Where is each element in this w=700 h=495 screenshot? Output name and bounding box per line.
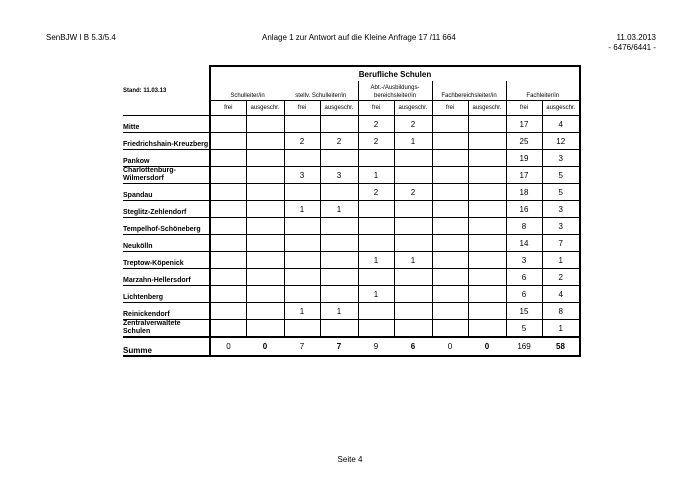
value-cell [246, 133, 284, 150]
sum-cell: 7 [320, 337, 358, 356]
table-row [123, 201, 580, 218]
district-label: Charlottenburg-Wilmersdorf [123, 167, 210, 184]
value-cell: 1 [284, 201, 320, 218]
sum-cell: 0 [210, 337, 246, 356]
value-cell [468, 235, 506, 252]
value-cell: 1 [320, 201, 358, 218]
value-cell [358, 303, 394, 320]
value-cell: 7 [542, 235, 580, 252]
value-cell [246, 218, 284, 235]
value-cell: 15 [506, 303, 542, 320]
value-cell [432, 252, 468, 269]
value-cell: 1 [358, 286, 394, 303]
value-cell: 1 [320, 303, 358, 320]
value-cell [394, 286, 432, 303]
value-cell: 12 [542, 133, 580, 150]
value-cell [358, 320, 394, 338]
doc-number: - 6476/6441 - [608, 43, 656, 52]
value-cell: 1 [284, 303, 320, 320]
ausgeschr-header: ausgeschr. [246, 101, 284, 116]
table-row [123, 184, 580, 201]
value-cell [246, 150, 284, 167]
value-cell: 2 [358, 184, 394, 201]
value-cell [468, 269, 506, 286]
value-cell: 2 [358, 116, 394, 133]
value-cell [432, 133, 468, 150]
value-cell [432, 303, 468, 320]
value-cell [320, 235, 358, 252]
ausgeschr-header: ausgeschr. [468, 101, 506, 116]
value-cell [394, 167, 432, 184]
group-header: Fachleiter/in [506, 81, 580, 101]
value-cell [394, 235, 432, 252]
value-cell [210, 184, 246, 201]
value-cell: 2 [394, 116, 432, 133]
value-cell [320, 150, 358, 167]
value-cell [284, 235, 320, 252]
page-number: Seite 4 [337, 455, 363, 464]
value-cell [432, 269, 468, 286]
value-cell: 5 [506, 320, 542, 338]
value-cell [284, 218, 320, 235]
value-cell [468, 133, 506, 150]
value-cell [468, 201, 506, 218]
value-cell [210, 133, 246, 150]
value-cell [432, 150, 468, 167]
value-cell [246, 116, 284, 133]
district-label: Tempelhof-Schöneberg [123, 218, 210, 235]
value-cell [394, 320, 432, 338]
value-cell: 25 [506, 133, 542, 150]
value-cell: 1 [542, 320, 580, 338]
value-cell [246, 252, 284, 269]
value-cell [394, 218, 432, 235]
value-cell: 8 [542, 303, 580, 320]
value-cell: 1 [542, 252, 580, 269]
table-title: Berufliche Schulen [210, 66, 580, 81]
value-cell [468, 116, 506, 133]
blank-corner [123, 66, 210, 81]
frei-header: frei [284, 101, 320, 116]
value-cell [284, 150, 320, 167]
ausgeschr-header: ausgeschr. [394, 101, 432, 116]
table-row [123, 303, 580, 320]
value-cell [432, 218, 468, 235]
value-cell [432, 201, 468, 218]
value-cell [432, 235, 468, 252]
value-cell: 16 [506, 201, 542, 218]
value-cell: 6 [506, 286, 542, 303]
district-label: Friedrichshain-Kreuzberg [123, 133, 210, 150]
value-cell: 3 [506, 252, 542, 269]
value-cell: 2 [358, 133, 394, 150]
value-cell: 17 [506, 167, 542, 184]
value-cell [358, 218, 394, 235]
value-cell: 18 [506, 184, 542, 201]
group-header: Abt.-/Ausbildungs-bereichsleiter/in [358, 81, 432, 101]
positions-table [123, 65, 581, 357]
sum-cell: 0 [246, 337, 284, 356]
value-cell: 3 [542, 201, 580, 218]
district-label: Neukölln [123, 235, 210, 252]
sum-cell: 0 [468, 337, 506, 356]
table-row [123, 218, 580, 235]
value-cell [284, 184, 320, 201]
value-cell: 2 [320, 133, 358, 150]
value-cell: 3 [284, 167, 320, 184]
value-cell [210, 167, 246, 184]
value-cell: 2 [542, 269, 580, 286]
value-cell [468, 320, 506, 338]
district-label: Marzahn-Hellersdorf [123, 269, 210, 286]
value-cell [432, 167, 468, 184]
value-cell [210, 252, 246, 269]
value-cell: 17 [506, 116, 542, 133]
district-label: Reinickendorf [123, 303, 210, 320]
value-cell [284, 116, 320, 133]
value-cell [246, 235, 284, 252]
value-cell [394, 150, 432, 167]
sum-row [123, 337, 580, 356]
district-label: Lichtenberg [123, 286, 210, 303]
sum-cell: 58 [542, 337, 580, 356]
value-cell: 4 [542, 116, 580, 133]
value-cell [210, 150, 246, 167]
value-cell [432, 286, 468, 303]
doc-title: Anlage 1 zur Antwort auf die Kleine Anfrage 17 /11 664 [262, 33, 456, 42]
sum-cell: 7 [284, 337, 320, 356]
value-cell [394, 303, 432, 320]
value-cell [284, 320, 320, 338]
table-row [123, 150, 580, 167]
value-cell [468, 252, 506, 269]
district-label: Treptow-Köpenick [123, 252, 210, 269]
table-row [123, 167, 580, 184]
district-label: Mitte [123, 116, 210, 133]
group-header: Schulleiter/in [210, 81, 284, 101]
value-cell [320, 269, 358, 286]
value-cell: 1 [394, 252, 432, 269]
value-cell [246, 167, 284, 184]
value-cell [210, 235, 246, 252]
value-cell [210, 116, 246, 133]
group-header: Fachbereichsleiter/in [432, 81, 506, 101]
table-row [123, 269, 580, 286]
stand-date: Stand: 11.03.13 [123, 87, 167, 94]
value-cell [320, 116, 358, 133]
doc-date-ref [590, 33, 656, 53]
value-cell [210, 303, 246, 320]
value-cell [358, 269, 394, 286]
value-cell: 5 [542, 184, 580, 201]
value-cell: 3 [320, 167, 358, 184]
ausgeschr-header: ausgeschr. [320, 101, 358, 116]
value-cell [468, 184, 506, 201]
sum-cell: 9 [358, 337, 394, 356]
value-cell [358, 235, 394, 252]
table-row [123, 286, 580, 303]
value-cell [432, 320, 468, 338]
table-row [123, 252, 580, 269]
value-cell [468, 218, 506, 235]
group-header: stellv. Schulleiter/in [284, 81, 358, 101]
value-cell: 2 [284, 133, 320, 150]
blank-cell [123, 101, 210, 116]
frei-header: frei [358, 101, 394, 116]
sum-cell: 6 [394, 337, 432, 356]
district-label: Zentralverwaltete Schulen [123, 320, 210, 338]
value-cell [210, 269, 246, 286]
value-cell [320, 286, 358, 303]
value-cell: 1 [358, 167, 394, 184]
value-cell [246, 303, 284, 320]
value-cell [468, 303, 506, 320]
frei-header: frei [432, 101, 468, 116]
value-cell [432, 116, 468, 133]
value-cell: 8 [506, 218, 542, 235]
frei-header: frei [210, 101, 246, 116]
value-cell: 4 [542, 286, 580, 303]
value-cell [468, 167, 506, 184]
value-cell: 1 [358, 252, 394, 269]
value-cell [394, 201, 432, 218]
value-cell: 19 [506, 150, 542, 167]
value-cell [358, 201, 394, 218]
value-cell [284, 252, 320, 269]
value-cell [210, 320, 246, 338]
value-cell: 1 [394, 133, 432, 150]
value-cell: 5 [542, 167, 580, 184]
value-cell [246, 184, 284, 201]
value-cell: 3 [542, 150, 580, 167]
doc-reference: SenBJW I B 5.3/5.4 [46, 33, 116, 42]
doc-date: 11.03.2013 [616, 33, 656, 42]
value-cell [320, 252, 358, 269]
value-cell [320, 218, 358, 235]
district-label: Steglitz-Zehlendorf [123, 201, 210, 218]
value-cell: 3 [542, 218, 580, 235]
value-cell [210, 218, 246, 235]
value-cell: 14 [506, 235, 542, 252]
value-cell [246, 320, 284, 338]
district-label: Pankow [123, 150, 210, 167]
table-row [123, 133, 580, 150]
value-cell [246, 269, 284, 286]
district-label: Spandau [123, 184, 210, 201]
sum-cell: 169 [506, 337, 542, 356]
value-cell [358, 150, 394, 167]
frei-header: frei [506, 101, 542, 116]
table-row [123, 116, 580, 133]
value-cell [210, 201, 246, 218]
value-cell [394, 269, 432, 286]
value-cell [284, 269, 320, 286]
value-cell [468, 150, 506, 167]
value-cell: 2 [394, 184, 432, 201]
table-row [123, 320, 580, 338]
value-cell [320, 320, 358, 338]
value-cell [210, 286, 246, 303]
sum-label: Summe [123, 337, 210, 356]
value-cell [246, 201, 284, 218]
ausgeschr-header: ausgeschr. [542, 101, 580, 116]
value-cell [432, 184, 468, 201]
value-cell [320, 184, 358, 201]
sum-cell: 0 [432, 337, 468, 356]
value-cell [468, 286, 506, 303]
value-cell [284, 286, 320, 303]
value-cell: 6 [506, 269, 542, 286]
table-row [123, 235, 580, 252]
value-cell [246, 286, 284, 303]
